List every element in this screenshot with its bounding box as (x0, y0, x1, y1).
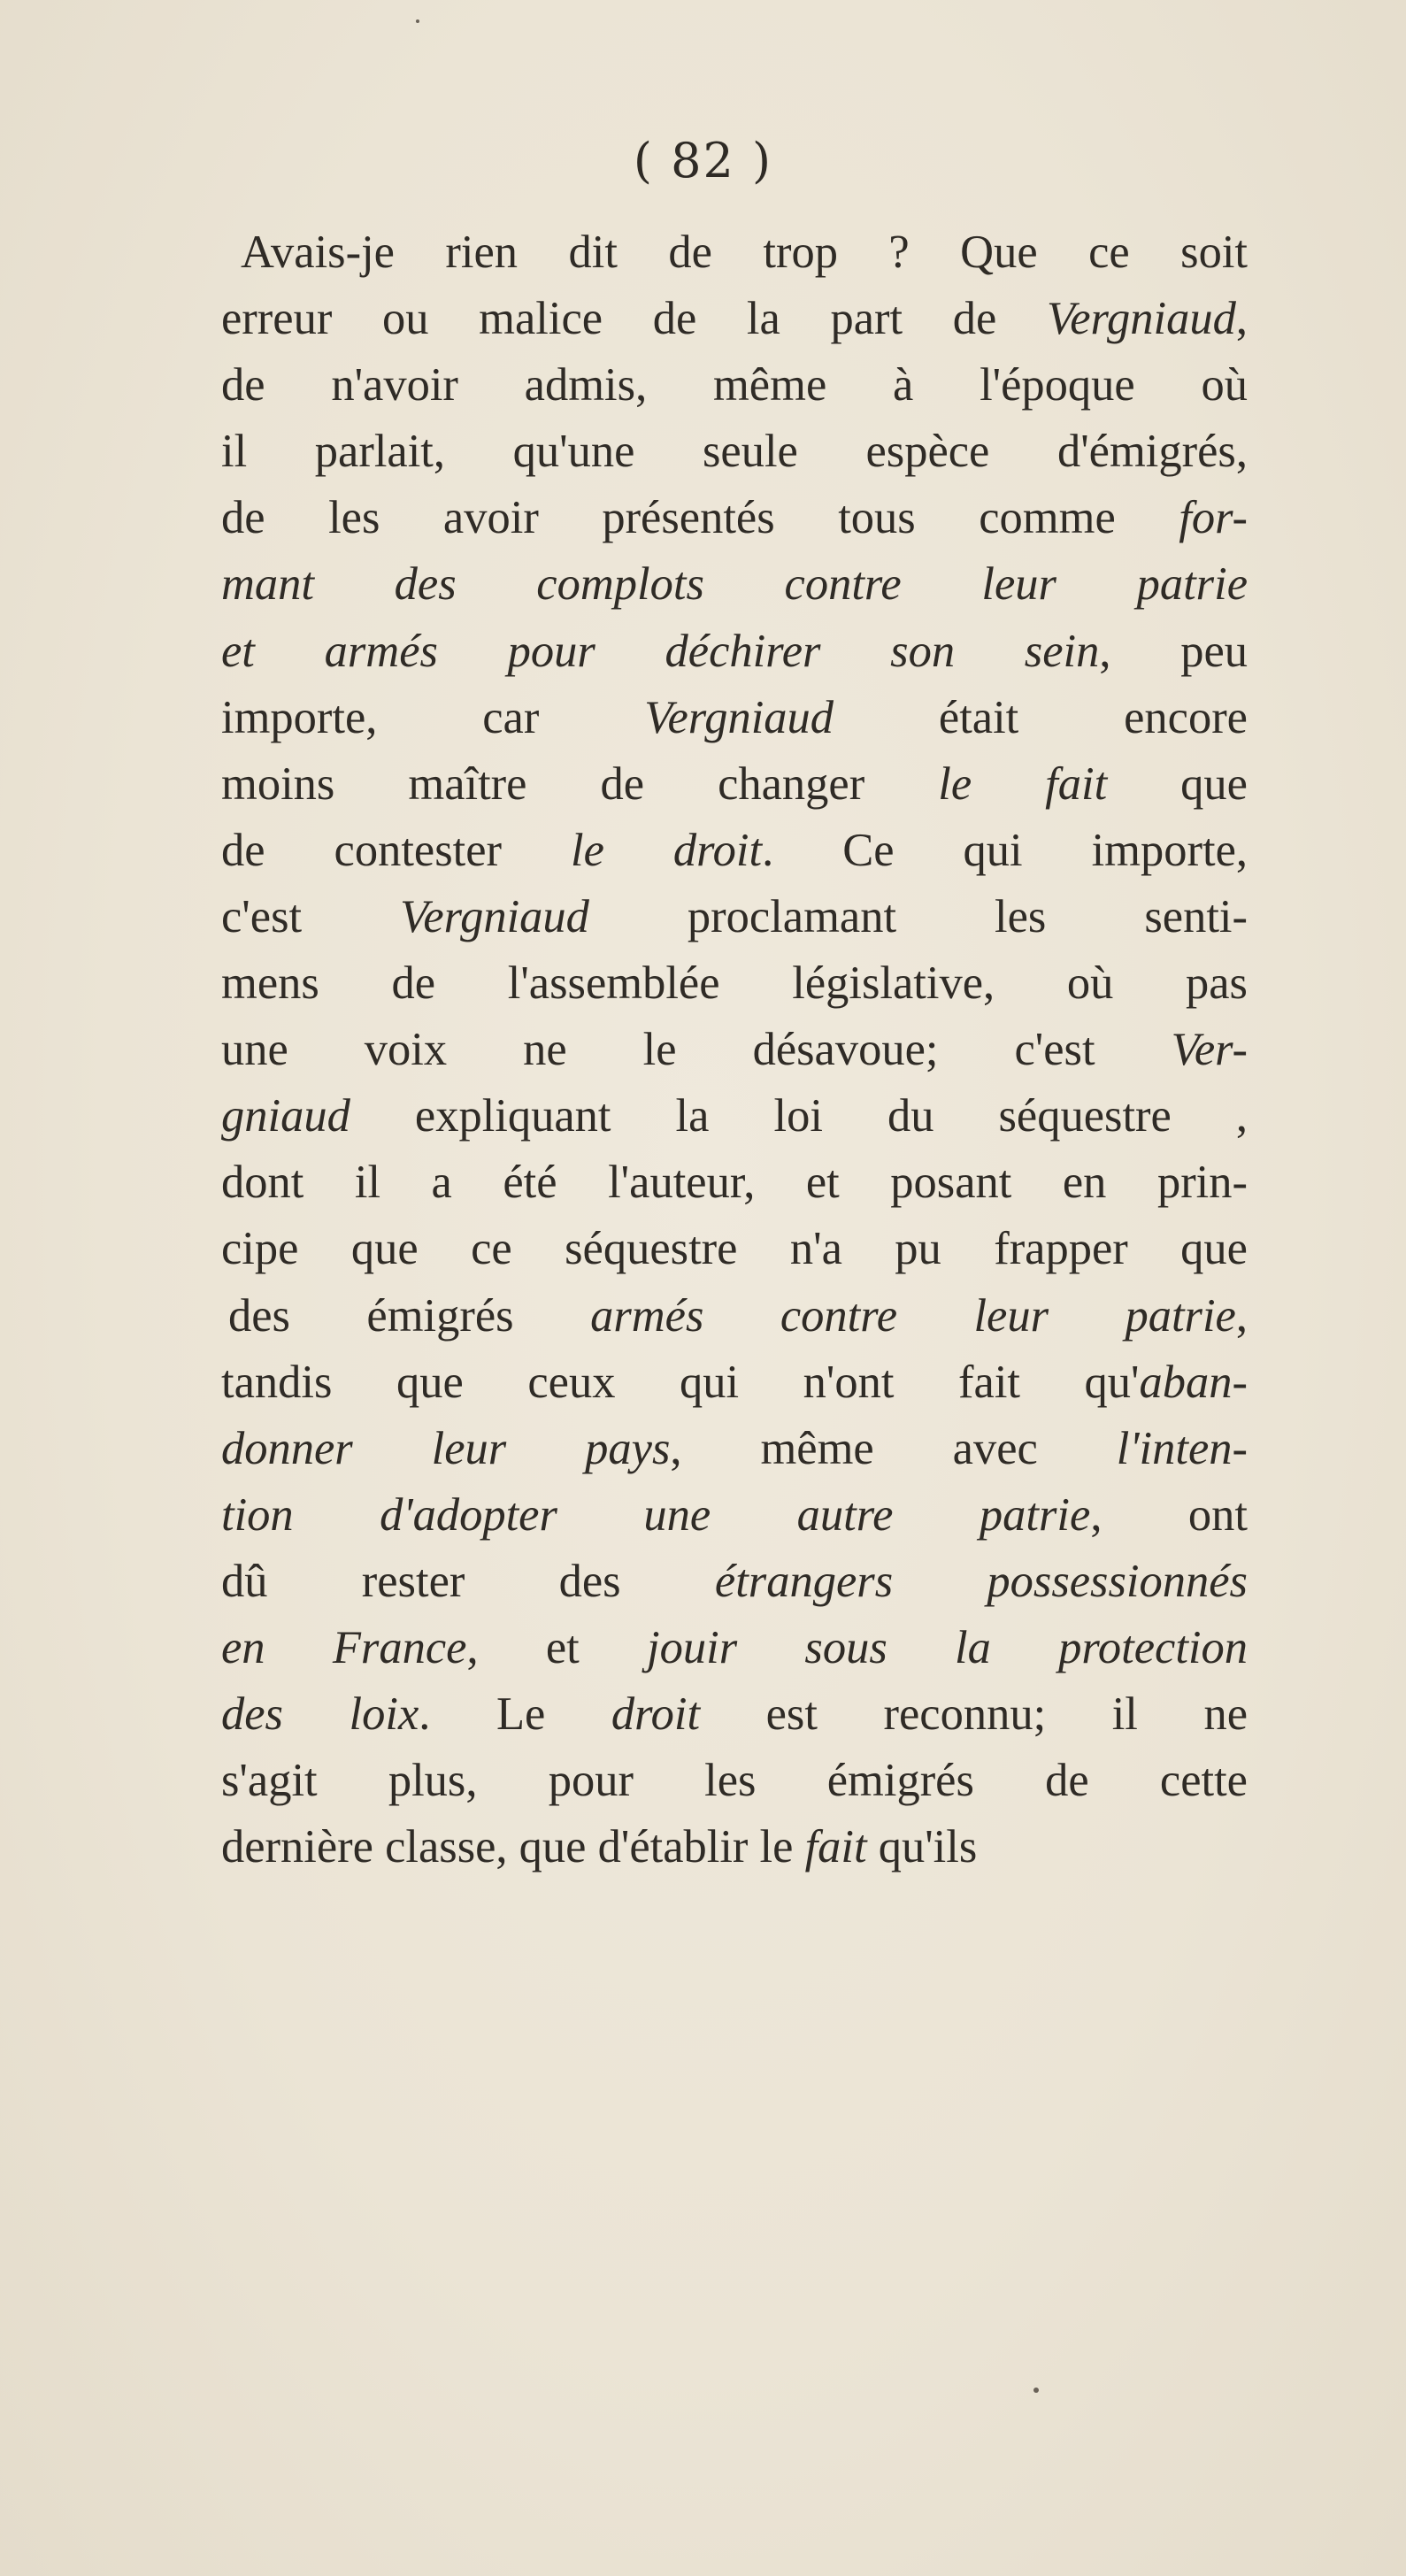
italic-text: for- (1179, 492, 1248, 544)
roman-text: . Ce qui importe, (762, 824, 1248, 876)
page-number: ( 82 ) (633, 133, 773, 188)
roman-text: c'est (221, 890, 401, 942)
roman-text: qu'ils (866, 1821, 978, 1873)
italic-text: l'inten- (1116, 1422, 1248, 1474)
text-line (221, 1814, 1248, 1880)
roman-text: cipe que ce séquestre n'a pu frapper que (221, 1223, 1248, 1275)
roman-text: une voix ne le désavoue; c'est (221, 1024, 1172, 1076)
roman-text: de n'avoir admis, même à l'époque où (221, 359, 1248, 411)
text-line (221, 884, 1248, 950)
text-line (221, 352, 1248, 419)
roman-text: dernière classe, que d'établir le (221, 1821, 805, 1873)
roman-text: était encore (834, 691, 1248, 743)
roman-text: mens de l'assemblée législative, où pas (221, 957, 1248, 1010)
italic-text: Vergniaud (644, 691, 834, 743)
roman-text: de les avoir présentés tous comme (221, 492, 1179, 544)
text-line (221, 485, 1248, 551)
italic-text: le droit (571, 824, 763, 876)
text-line (221, 1283, 1248, 1350)
text-line (221, 751, 1248, 818)
roman-text: , et (466, 1621, 648, 1673)
text-line (221, 1216, 1248, 1282)
italic-text: armés contre leur patrie (590, 1289, 1236, 1342)
text-line (221, 818, 1248, 884)
roman-text: importe, car (221, 691, 645, 743)
text-line (221, 1681, 1248, 1748)
roman-text: des émigrés (228, 1289, 591, 1342)
text-line (221, 551, 1248, 618)
roman-text: , même avec (670, 1422, 1117, 1474)
italic-text: des loix (221, 1688, 419, 1741)
italic-text: étrangers possessionnés (714, 1555, 1248, 1607)
text-line (221, 1748, 1248, 1814)
text-line (221, 1416, 1248, 1482)
italic-text: le fait (938, 757, 1108, 810)
roman-text: . Le (419, 1688, 611, 1741)
text-line (221, 419, 1248, 485)
italic-text: gniaud (221, 1090, 350, 1142)
text-line (221, 1482, 1248, 1549)
roman-text: de contester (221, 824, 572, 876)
ink-speck (1033, 2388, 1039, 2393)
text-line (221, 619, 1248, 685)
roman-text: Avais-je rien dit de trop ? Que ce soit (241, 227, 1248, 278)
ink-speck (416, 19, 419, 23)
roman-text: moins maître de changer (221, 757, 939, 810)
text-line (221, 219, 1248, 286)
roman-text: erreur ou malice de la part de (221, 293, 1047, 345)
italic-text: Vergniaud (1047, 293, 1236, 345)
roman-text: , ont (1090, 1488, 1248, 1541)
text-line (221, 1083, 1248, 1150)
italic-text: mant des complots contre leur patrie (221, 558, 1248, 611)
italic-text: aban- (1139, 1356, 1248, 1408)
roman-text: , peu (1099, 625, 1248, 677)
roman-text: , (1235, 1289, 1248, 1342)
italic-text: et armés pour déchirer son sein (221, 625, 1100, 677)
roman-text: , (1235, 293, 1248, 345)
text-line (221, 1549, 1248, 1615)
italic-text: droit (611, 1688, 701, 1741)
roman-text: dû rester des (221, 1555, 715, 1607)
italic-text: donner leur pays (221, 1422, 671, 1474)
roman-text: il parlait, qu'une seule espèce d'émigrés, (221, 426, 1248, 478)
italic-text: fait (804, 1821, 867, 1873)
text-line (221, 1350, 1248, 1416)
roman-text: dont il a été l'auteur, et posant en prin- (221, 1157, 1248, 1209)
body-paragraph (221, 219, 1248, 1880)
italic-text: en France (221, 1621, 467, 1673)
text-line (221, 1150, 1248, 1216)
text-line (221, 685, 1248, 751)
roman-text: que (1107, 757, 1248, 810)
roman-text: expliquant la loi du séquestre , (350, 1090, 1248, 1142)
italic-text: tion d'adopter une autre patrie (221, 1488, 1091, 1541)
text-line (221, 1615, 1248, 1681)
italic-text: Ver- (1171, 1024, 1248, 1076)
italic-text: Vergniaud (400, 890, 589, 942)
text-line (221, 286, 1248, 352)
roman-text: proclamant les senti- (588, 890, 1248, 942)
roman-text: tandis que ceux qui n'ont fait qu' (221, 1356, 1140, 1408)
text-line (221, 1017, 1248, 1083)
roman-text: s'agit plus, pour les émigrés de cette (221, 1755, 1248, 1807)
italic-text: jouir sous la protection (647, 1621, 1248, 1673)
text-line (221, 950, 1248, 1017)
roman-text: est reconnu; il ne (700, 1688, 1248, 1741)
